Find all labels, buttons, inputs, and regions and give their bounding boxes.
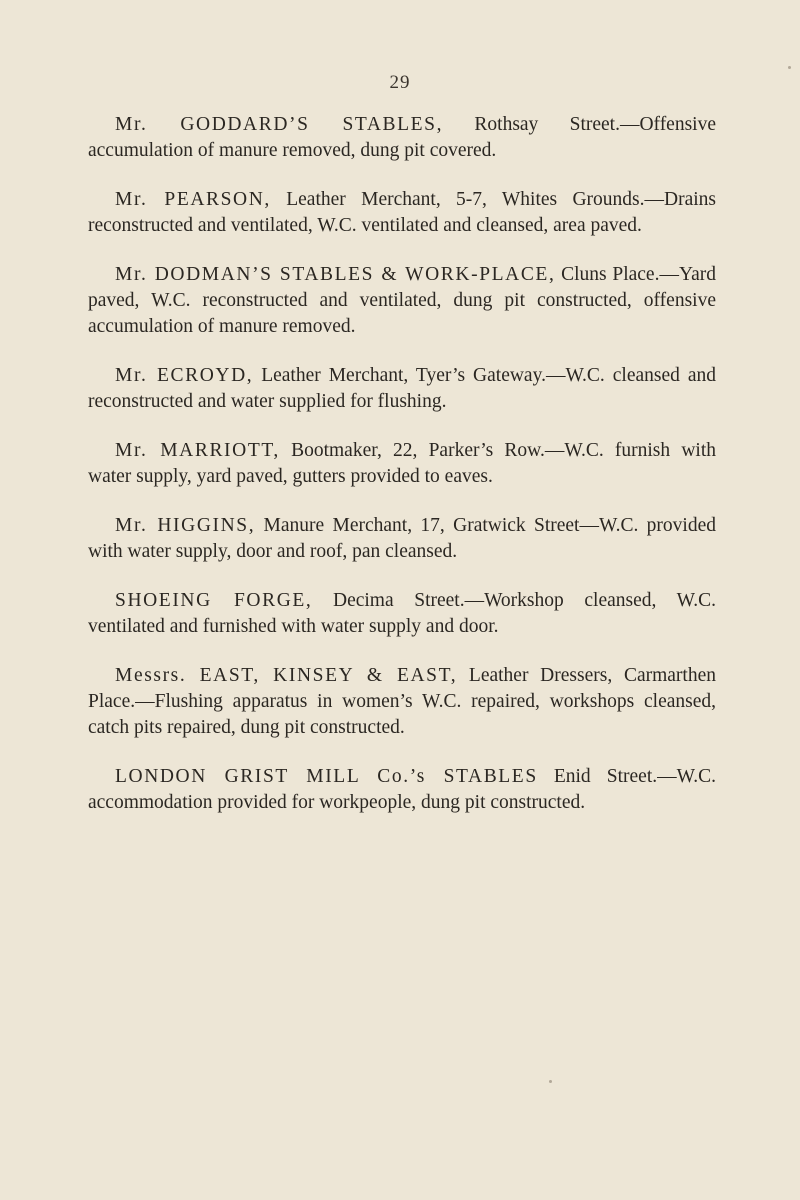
entry-name: SHOEING FORGE, xyxy=(115,590,313,611)
entry-name: Mr. HIGGINS, xyxy=(115,515,256,536)
page-number: 29 xyxy=(389,72,411,93)
entry-name: Mr. MARRIOTT, xyxy=(115,440,280,461)
entry-name: Mr. DODMAN’S STABLES & WORK-PLACE, xyxy=(115,264,556,285)
entry-text: Decima Street.—Workshop cleansed, W.C. ventilated and furnished with water supply and door. xyxy=(88,590,716,637)
entry-text: Leather Dressers, Carmarthen Place.—Flushing apparatus in women’s W.C. repaired, workshops cleansed, catch pits repaired, dung pit constructed. xyxy=(88,665,716,738)
entry-dodman xyxy=(88,262,716,340)
entry-text: Bootmaker, 22, Parker’s Row.—W.C. furnish with water supply, yard paved, gutters provided to eaves. xyxy=(88,440,716,487)
entry-text: Cluns Place.—Yard paved, W.C. reconstructed and ventilated, dung pit constructed, offensive accumulation of manure removed. xyxy=(88,264,716,337)
entry-text: Enid Street.—W.C. accommodation provided for workpeople, dung pit constructed. xyxy=(88,766,716,813)
entry-marriott xyxy=(88,438,716,490)
entry-name: Mr. GODDARD’S STABLES, xyxy=(115,114,444,135)
entry-name: LONDON GRIST MILL Co.’s STABLES xyxy=(115,766,538,787)
entry-shoeing-forge xyxy=(88,588,716,640)
entry-text: Leather Merchant, 5-7, Whites Grounds.—Drains reconstructed and ventilated, W.C. ventilated and cleansed, area paved. xyxy=(88,189,717,236)
entry-text: Rothsay Street.—Offensive accumulation of manure removed, dung pit covered. xyxy=(88,114,716,161)
entry-name: Messrs. EAST, KINSEY & EAST, xyxy=(115,665,458,686)
paper-speck xyxy=(549,1080,552,1083)
paper-speck xyxy=(788,66,791,69)
entry-goddard xyxy=(88,112,716,164)
entry-higgins xyxy=(88,513,716,565)
entry-london-grist-mill xyxy=(88,764,716,816)
entry-pearson xyxy=(88,187,716,239)
entry-name: Mr. ECROYD, xyxy=(115,365,254,386)
entry-ecroyd xyxy=(88,363,716,415)
entry-name: Mr. PEARSON, xyxy=(115,189,271,210)
entry-text: Manure Merchant, 17, Gratwick Street—W.C. provided with water supply, door and roof, pan cleansed. xyxy=(88,515,716,562)
entries-list xyxy=(88,112,716,839)
entry-text: Leather Merchant, Tyer’s Gateway.—W.C. cleansed and reconstructed and water supplied for flushing. xyxy=(88,365,717,412)
entry-east-kinsey xyxy=(88,663,716,741)
